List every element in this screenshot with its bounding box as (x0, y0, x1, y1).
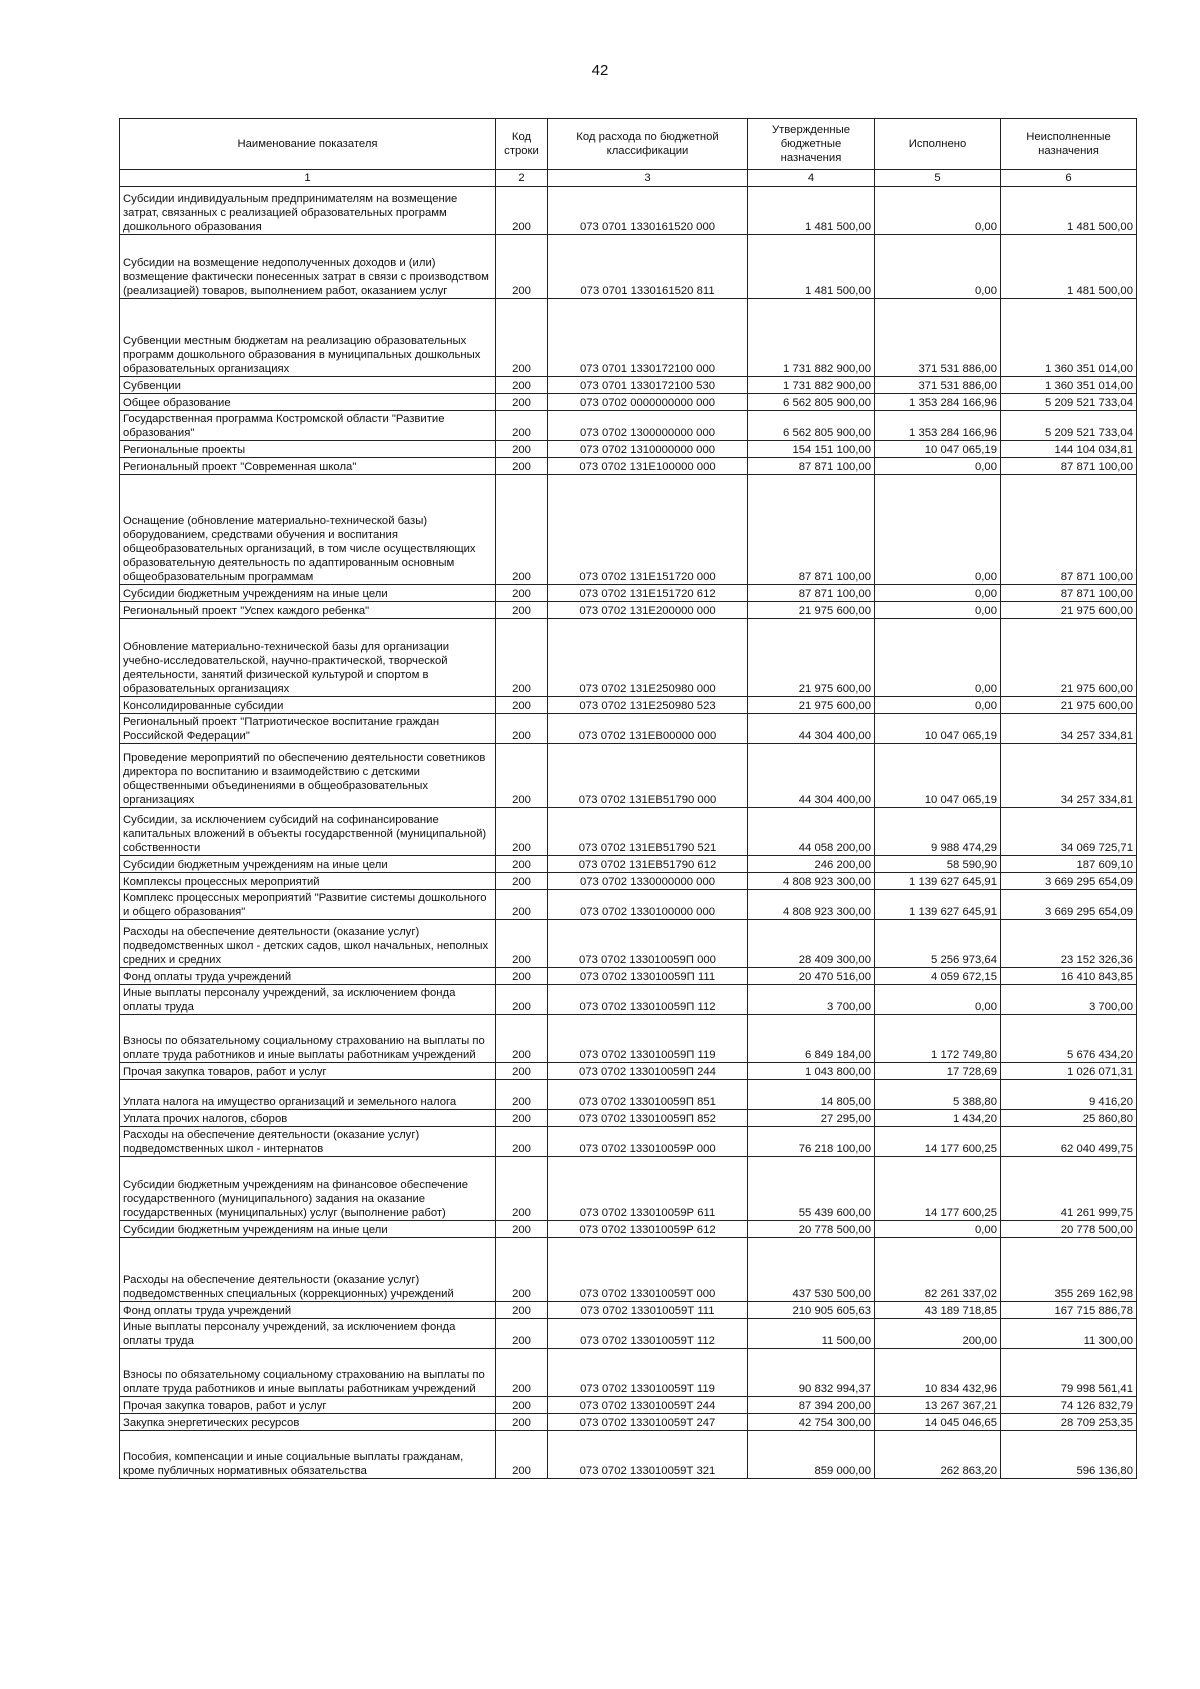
row-line-code: 200 (496, 1110, 548, 1127)
row-budget-code: 073 0702 131E151720 612 (548, 585, 748, 602)
row-name: Фонд оплаты труда учреждений (120, 1302, 496, 1319)
row-unexecuted: 34 257 334,81 (1001, 714, 1137, 744)
table-row (120, 187, 1137, 235)
row-budget-code: 073 0702 131EB51790 612 (548, 856, 748, 873)
row-unexecuted: 79 998 561,41 (1001, 1349, 1137, 1397)
row-name: Субсидии индивидуальным предпринимателям на возмещение затрат, связанных с реализацией образовательных программ дошкольного образования (120, 187, 496, 235)
row-line-code: 200 (496, 1221, 548, 1238)
row-line-code: 200 (496, 873, 548, 890)
row-line-code: 200 (496, 441, 548, 458)
table-row (120, 1221, 1137, 1238)
row-name: Консолидированные субсидии (120, 697, 496, 714)
row-line-code: 200 (496, 585, 548, 602)
row-budget-code: 073 0702 133010059Т 247 (548, 1414, 748, 1431)
row-line-code: 200 (496, 1349, 548, 1397)
row-name: Субсидии бюджетным учреждениям на иные цели (120, 1221, 496, 1238)
column-number: 5 (875, 170, 1001, 187)
row-name: Расходы на обеспечение деятельности (оказание услуг) подведомственных школ - детских садов, школ начальных, неполных средних и средних (120, 920, 496, 968)
row-unexecuted: 25 860,80 (1001, 1110, 1137, 1127)
row-approved: 90 832 994,37 (748, 1349, 875, 1397)
row-executed: 5 256 973,64 (875, 920, 1001, 968)
page-number: 42 (591, 62, 609, 79)
table-row (120, 475, 1137, 585)
row-unexecuted: 1 026 071,31 (1001, 1063, 1137, 1080)
row-approved: 76 218 100,00 (748, 1127, 875, 1157)
row-approved: 21 975 600,00 (748, 697, 875, 714)
row-budget-code: 073 0702 133010059П 112 (548, 985, 748, 1015)
row-name: Взносы по обязательному социальному страхованию на выплаты по оплате труда работников и иные выплаты работникам учреждений (120, 1015, 496, 1063)
row-budget-code: 073 0702 0000000000 000 (548, 394, 748, 411)
row-executed: 58 590,90 (875, 856, 1001, 873)
table-row (120, 458, 1137, 475)
table-row (120, 1397, 1137, 1414)
row-unexecuted: 596 136,80 (1001, 1431, 1137, 1479)
row-approved: 21 975 600,00 (748, 602, 875, 619)
row-unexecuted: 11 300,00 (1001, 1319, 1137, 1349)
row-unexecuted: 16 410 843,85 (1001, 968, 1137, 985)
row-name: Иные выплаты персоналу учреждений, за исключением фонда оплаты труда (120, 985, 496, 1015)
row-executed: 14 177 600,25 (875, 1127, 1001, 1157)
row-executed: 13 267 367,21 (875, 1397, 1001, 1414)
row-name: Закупка энергетических ресурсов (120, 1414, 496, 1431)
table-row (120, 1414, 1137, 1431)
row-line-code: 200 (496, 714, 548, 744)
row-executed: 0,00 (875, 697, 1001, 714)
row-line-code: 200 (496, 1015, 548, 1063)
row-approved: 1 731 882 900,00 (748, 299, 875, 377)
row-unexecuted: 62 040 499,75 (1001, 1127, 1137, 1157)
row-unexecuted: 34 257 334,81 (1001, 744, 1137, 808)
table-row (120, 808, 1137, 856)
row-approved: 27 295,00 (748, 1110, 875, 1127)
table-row (120, 1302, 1137, 1319)
row-name: Взносы по обязательному социальному страхованию на выплаты по оплате труда работников и иные выплаты работникам учреждений (120, 1349, 496, 1397)
row-line-code: 200 (496, 1080, 548, 1110)
row-name: Иные выплаты персоналу учреждений, за исключением фонда оплаты труда (120, 1319, 496, 1349)
table-row (120, 1319, 1137, 1349)
header-approved: Утвержденные бюджетные назначения (748, 119, 875, 170)
table-row (120, 985, 1137, 1015)
row-executed: 10 047 065,19 (875, 714, 1001, 744)
row-approved: 44 058 200,00 (748, 808, 875, 856)
column-number: 6 (1001, 170, 1137, 187)
row-executed: 1 353 284 166,96 (875, 394, 1001, 411)
row-unexecuted: 34 069 725,71 (1001, 808, 1137, 856)
row-line-code: 200 (496, 1397, 548, 1414)
row-budget-code: 073 0702 131E250980 523 (548, 697, 748, 714)
table-row (120, 856, 1137, 873)
row-executed: 371 531 886,00 (875, 377, 1001, 394)
row-line-code: 200 (496, 1414, 548, 1431)
row-approved: 1 043 800,00 (748, 1063, 875, 1080)
row-name: Прочая закупка товаров, работ и услуг (120, 1063, 496, 1080)
row-unexecuted: 20 778 500,00 (1001, 1221, 1137, 1238)
row-line-code: 200 (496, 1063, 548, 1080)
row-approved: 14 805,00 (748, 1080, 875, 1110)
row-unexecuted: 5 209 521 733,04 (1001, 411, 1137, 441)
row-name: Субсидии бюджетным учреждениям на иные цели (120, 856, 496, 873)
row-unexecuted: 1 481 500,00 (1001, 187, 1137, 235)
row-budget-code: 073 0702 131E151720 000 (548, 475, 748, 585)
header-unexecuted: Неисполненные назначения (1001, 119, 1137, 170)
row-approved: 4 808 923 300,00 (748, 873, 875, 890)
row-budget-code: 073 0702 133010059Т 244 (548, 1397, 748, 1414)
row-unexecuted: 167 715 886,78 (1001, 1302, 1137, 1319)
row-unexecuted: 74 126 832,79 (1001, 1397, 1137, 1414)
row-executed: 0,00 (875, 187, 1001, 235)
table-row (120, 890, 1137, 920)
row-line-code: 200 (496, 856, 548, 873)
table-row (120, 744, 1137, 808)
row-unexecuted: 87 871 100,00 (1001, 458, 1137, 475)
table-row (120, 968, 1137, 985)
row-name: Субвенции местным бюджетам на реализацию образовательных программ дошкольного образования в муниципальных дошкольных образовательных организациях (120, 299, 496, 377)
row-approved: 55 439 600,00 (748, 1157, 875, 1221)
table-body (120, 187, 1137, 1479)
header-budget-classification-code: Код расхода по бюджетной классификации (548, 119, 748, 170)
table-row (120, 1238, 1137, 1302)
row-line-code: 200 (496, 1302, 548, 1319)
row-executed: 43 189 718,85 (875, 1302, 1001, 1319)
row-unexecuted: 355 269 162,98 (1001, 1238, 1137, 1302)
row-name: Расходы на обеспечение деятельности (оказание услуг) подведомственных специальных (коррекционных) учреждений (120, 1238, 496, 1302)
row-executed: 0,00 (875, 585, 1001, 602)
row-unexecuted: 9 416,20 (1001, 1080, 1137, 1110)
row-line-code: 200 (496, 890, 548, 920)
row-approved: 87 871 100,00 (748, 475, 875, 585)
row-approved: 28 409 300,00 (748, 920, 875, 968)
table-row (120, 235, 1137, 299)
table-row (120, 377, 1137, 394)
table-row (120, 873, 1137, 890)
row-budget-code: 073 0702 133010059Р 611 (548, 1157, 748, 1221)
row-name: Комплексы процессных мероприятий (120, 873, 496, 890)
row-executed: 9 988 474,29 (875, 808, 1001, 856)
row-line-code: 200 (496, 619, 548, 697)
row-unexecuted: 21 975 600,00 (1001, 602, 1137, 619)
row-line-code: 200 (496, 187, 548, 235)
row-executed: 1 434,20 (875, 1110, 1001, 1127)
column-number: 2 (496, 170, 548, 187)
row-approved: 20 470 516,00 (748, 968, 875, 985)
row-name: Региональные проекты (120, 441, 496, 458)
row-budget-code: 073 0702 133010059П 119 (548, 1015, 748, 1063)
table-row (120, 1157, 1137, 1221)
row-name: Уплата налога на имущество организаций и земельного налога (120, 1080, 496, 1110)
row-approved: 21 975 600,00 (748, 619, 875, 697)
row-budget-code: 073 0702 133010059Т 111 (548, 1302, 748, 1319)
row-executed: 5 388,80 (875, 1080, 1001, 1110)
table-row (120, 714, 1137, 744)
column-number: 4 (748, 170, 875, 187)
row-budget-code: 073 0702 133010059Т 119 (548, 1349, 748, 1397)
table-row (120, 1080, 1137, 1110)
row-unexecuted: 1 360 351 014,00 (1001, 299, 1137, 377)
row-executed: 0,00 (875, 985, 1001, 1015)
row-name: Уплата прочих налогов, сборов (120, 1110, 496, 1127)
row-executed: 200,00 (875, 1319, 1001, 1349)
row-name: Расходы на обеспечение деятельности (оказание услуг) подведомственных школ - интернатов (120, 1127, 496, 1157)
row-unexecuted: 3 700,00 (1001, 985, 1137, 1015)
row-approved: 210 905 605,63 (748, 1302, 875, 1319)
row-executed: 262 863,20 (875, 1431, 1001, 1479)
row-line-code: 200 (496, 1319, 548, 1349)
row-executed: 0,00 (875, 619, 1001, 697)
row-line-code: 200 (496, 1431, 548, 1479)
row-budget-code: 073 0702 1330000000 000 (548, 873, 748, 890)
row-approved: 6 562 805 900,00 (748, 411, 875, 441)
row-name: Региональный проект "Патриотическое воспитание граждан Российской Федерации" (120, 714, 496, 744)
row-approved: 6 849 184,00 (748, 1015, 875, 1063)
row-unexecuted: 3 669 295 654,09 (1001, 890, 1137, 920)
row-line-code: 200 (496, 985, 548, 1015)
row-budget-code: 073 0701 1330161520 811 (548, 235, 748, 299)
row-name: Общее образование (120, 394, 496, 411)
row-approved: 87 871 100,00 (748, 585, 875, 602)
row-budget-code: 073 0702 133010059П 111 (548, 968, 748, 985)
row-approved: 42 754 300,00 (748, 1414, 875, 1431)
row-line-code: 200 (496, 1127, 548, 1157)
row-line-code: 200 (496, 808, 548, 856)
row-line-code: 200 (496, 458, 548, 475)
table-row (120, 697, 1137, 714)
row-budget-code: 073 0702 131E200000 000 (548, 602, 748, 619)
row-name: Оснащение (обновление материально-технической базы) оборудованием, средствами обучения и воспитания общеобразовательных организаций, в том числе осуществляющих образовательную деятельность по адаптированным основным общеобразовательным программам (120, 475, 496, 585)
row-executed: 0,00 (875, 1221, 1001, 1238)
row-executed: 10 047 065,19 (875, 744, 1001, 808)
row-budget-code: 073 0702 1330100000 000 (548, 890, 748, 920)
row-executed: 0,00 (875, 475, 1001, 585)
row-unexecuted: 21 975 600,00 (1001, 697, 1137, 714)
row-budget-code: 073 0702 133010059Т 321 (548, 1431, 748, 1479)
row-executed: 14 177 600,25 (875, 1157, 1001, 1221)
row-line-code: 200 (496, 235, 548, 299)
table-row (120, 585, 1137, 602)
row-budget-code: 073 0702 133010059Т 112 (548, 1319, 748, 1349)
row-unexecuted: 187 609,10 (1001, 856, 1137, 873)
row-executed: 1 139 627 645,91 (875, 873, 1001, 890)
row-budget-code: 073 0702 133010059П 000 (548, 920, 748, 968)
table-row (120, 1127, 1137, 1157)
row-unexecuted: 1 481 500,00 (1001, 235, 1137, 299)
row-executed: 0,00 (875, 602, 1001, 619)
table-row (120, 1349, 1137, 1397)
row-line-code: 200 (496, 411, 548, 441)
row-line-code: 200 (496, 475, 548, 585)
row-line-code: 200 (496, 1157, 548, 1221)
column-number: 3 (548, 170, 748, 187)
row-executed: 17 728,69 (875, 1063, 1001, 1080)
row-name: Региональный проект "Современная школа" (120, 458, 496, 475)
row-name: Субсидии, за исключением субсидий на софинансирование капитальных вложений в объекты государственной (муниципальной) собственности (120, 808, 496, 856)
row-executed: 4 059 672,15 (875, 968, 1001, 985)
row-unexecuted: 1 360 351 014,00 (1001, 377, 1137, 394)
column-numbers-row (120, 170, 1137, 187)
row-approved: 4 808 923 300,00 (748, 890, 875, 920)
row-approved: 1 481 500,00 (748, 235, 875, 299)
row-line-code: 200 (496, 394, 548, 411)
table-row (120, 1063, 1137, 1080)
table-row (120, 1431, 1137, 1479)
row-name: Субсидии бюджетным учреждениям на иные цели (120, 585, 496, 602)
row-approved: 20 778 500,00 (748, 1221, 875, 1238)
row-unexecuted: 21 975 600,00 (1001, 619, 1137, 697)
header-line-code: Код строки (496, 119, 548, 170)
row-budget-code: 073 0702 133010059Р 000 (548, 1127, 748, 1157)
row-budget-code: 073 0702 133010059Р 612 (548, 1221, 748, 1238)
row-line-code: 200 (496, 1238, 548, 1302)
table-row (120, 920, 1137, 968)
row-approved: 6 562 805 900,00 (748, 394, 875, 411)
row-approved: 437 530 500,00 (748, 1238, 875, 1302)
row-approved: 87 394 200,00 (748, 1397, 875, 1414)
row-budget-code: 073 0702 133010059П 852 (548, 1110, 748, 1127)
header-executed: Исполнено (875, 119, 1001, 170)
row-line-code: 200 (496, 602, 548, 619)
row-executed: 82 261 337,02 (875, 1238, 1001, 1302)
row-approved: 11 500,00 (748, 1319, 875, 1349)
row-executed: 14 045 046,65 (875, 1414, 1001, 1431)
row-approved: 87 871 100,00 (748, 458, 875, 475)
row-approved: 3 700,00 (748, 985, 875, 1015)
row-budget-code: 073 0702 1300000000 000 (548, 411, 748, 441)
row-name: Региональный проект "Успех каждого ребенка" (120, 602, 496, 619)
row-executed: 10 047 065,19 (875, 441, 1001, 458)
row-line-code: 200 (496, 744, 548, 808)
row-budget-code: 073 0702 131E250980 000 (548, 619, 748, 697)
row-name: Комплекс процессных мероприятий "Развитие системы дошкольного и общего образования" (120, 890, 496, 920)
row-approved: 44 304 400,00 (748, 744, 875, 808)
row-line-code: 200 (496, 697, 548, 714)
row-executed: 371 531 886,00 (875, 299, 1001, 377)
table-row (120, 602, 1137, 619)
row-unexecuted: 87 871 100,00 (1001, 475, 1137, 585)
row-approved: 859 000,00 (748, 1431, 875, 1479)
row-budget-code: 073 0702 131EB51790 521 (548, 808, 748, 856)
row-budget-code: 073 0701 1330161520 000 (548, 187, 748, 235)
table-header-row (120, 119, 1137, 170)
row-budget-code: 073 0702 133010059П 244 (548, 1063, 748, 1080)
row-approved: 1 731 882 900,00 (748, 377, 875, 394)
row-approved: 1 481 500,00 (748, 187, 875, 235)
row-approved: 154 151 100,00 (748, 441, 875, 458)
table-row (120, 1110, 1137, 1127)
budget-execution-table (119, 118, 1137, 1479)
row-unexecuted: 87 871 100,00 (1001, 585, 1137, 602)
table-row (120, 441, 1137, 458)
row-budget-code: 073 0701 1330172100 530 (548, 377, 748, 394)
row-budget-code: 073 0702 1310000000 000 (548, 441, 748, 458)
row-executed: 10 834 432,96 (875, 1349, 1001, 1397)
row-name: Субвенции (120, 377, 496, 394)
row-name: Фонд оплаты труда учреждений (120, 968, 496, 985)
table-row (120, 411, 1137, 441)
row-name: Прочая закупка товаров, работ и услуг (120, 1397, 496, 1414)
row-unexecuted: 3 669 295 654,09 (1001, 873, 1137, 890)
row-budget-code: 073 0702 133010059П 851 (548, 1080, 748, 1110)
row-line-code: 200 (496, 299, 548, 377)
row-unexecuted: 144 104 034,81 (1001, 441, 1137, 458)
row-budget-code: 073 0702 133010059Т 000 (548, 1238, 748, 1302)
row-line-code: 200 (496, 920, 548, 968)
row-name: Пособия, компенсации и иные социальные выплаты гражданам, кроме публичных нормативных обязательства (120, 1431, 496, 1479)
row-unexecuted: 5 676 434,20 (1001, 1015, 1137, 1063)
table-row (120, 394, 1137, 411)
header-indicator-name: Наименование показателя (120, 119, 496, 170)
row-name: Субсидии бюджетным учреждениям на финансовое обеспечение государственного (муниципального) задания на оказание государственных (муниципальных) услуг (выполнение работ) (120, 1157, 496, 1221)
row-approved: 246 200,00 (748, 856, 875, 873)
row-unexecuted: 28 709 253,35 (1001, 1414, 1137, 1431)
table-row (120, 619, 1137, 697)
row-executed: 0,00 (875, 458, 1001, 475)
row-budget-code: 073 0702 131EB51790 000 (548, 744, 748, 808)
row-executed: 1 139 627 645,91 (875, 890, 1001, 920)
row-executed: 0,00 (875, 235, 1001, 299)
row-line-code: 200 (496, 377, 548, 394)
row-line-code: 200 (496, 968, 548, 985)
row-budget-code: 073 0702 131EB00000 000 (548, 714, 748, 744)
row-unexecuted: 23 152 326,36 (1001, 920, 1137, 968)
row-name: Проведение мероприятий по обеспечению деятельности советников директора по воспитанию и взаимодействию с детскими общественными объединениями в общеобразовательных организациях (120, 744, 496, 808)
row-executed: 1 172 749,80 (875, 1015, 1001, 1063)
row-name: Обновление материально-технической базы для организации учебно-исследовательской, научно-практической, творческой деятельности, занятий физической культурой и спортом в образовательных организациях (120, 619, 496, 697)
table-row (120, 299, 1137, 377)
row-approved: 44 304 400,00 (748, 714, 875, 744)
row-budget-code: 073 0701 1330172100 000 (548, 299, 748, 377)
table-row (120, 1015, 1137, 1063)
column-number: 1 (120, 170, 496, 187)
row-unexecuted: 5 209 521 733,04 (1001, 394, 1137, 411)
row-unexecuted: 41 261 999,75 (1001, 1157, 1137, 1221)
row-budget-code: 073 0702 131E100000 000 (548, 458, 748, 475)
row-executed: 1 353 284 166,96 (875, 411, 1001, 441)
row-name: Государственная программа Костромской области "Развитие образования" (120, 411, 496, 441)
row-name: Субсидии на возмещение недополученных доходов и (или) возмещение фактически понесенных затрат в связи с производством (реализацией) товаров, выполнением работ, оказанием услуг (120, 235, 496, 299)
